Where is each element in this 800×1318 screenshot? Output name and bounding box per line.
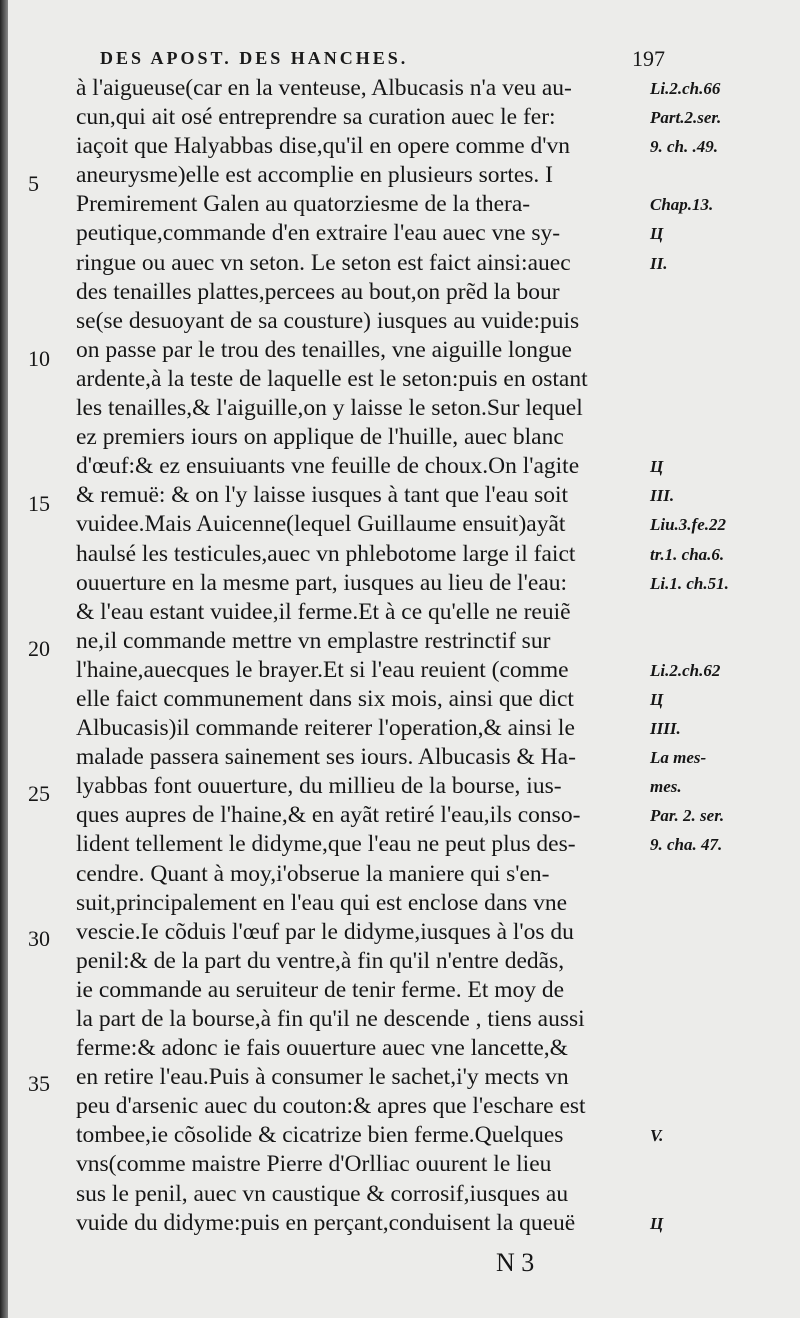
text-line: ez premiers iours on applique de l'huille, auec blanc [76, 424, 564, 451]
margin-note: mes. [650, 777, 682, 797]
line-number: 25 [28, 781, 50, 806]
margin-note: Par. 2. ser. [650, 806, 725, 826]
text-line: aneurysme)elle est accomplie en plusieurs sortes. I [76, 162, 554, 189]
text-line: Premirement Galen au quatorziesme de la thera- [76, 191, 531, 218]
margin-note [650, 1180, 800, 1209]
margin-note: Ц [650, 689, 664, 709]
margin-note [650, 307, 800, 336]
margin-notes-column [650, 74, 800, 1238]
main-text-block [76, 74, 656, 1238]
margin-note: Chap.13. [650, 195, 714, 215]
margin-note: tr.1. cha.6. [650, 544, 725, 564]
text-line: ferme:& adonc ie fais ouuerture auec vne lancette,& [76, 1035, 568, 1062]
text-line: iaçoit que Halyabbas dise,qu'il en opere comme d'vn [76, 133, 570, 160]
line-number: 10 [28, 346, 50, 371]
text-line: lident tellement le didyme,que l'eau ne peut plus des- [76, 831, 576, 858]
margin-note: Ц [650, 1213, 664, 1233]
margin-note [650, 860, 800, 889]
margin-note: IIII. [650, 719, 681, 739]
text-line: suit,principalement en l'eau qui est enclose dans vne [76, 889, 568, 916]
text-line: malade passera sainement ses iours. Albucasis & Ha- [76, 744, 576, 771]
text-line: on passe par le trou des tenailles, vne aiguille longue [76, 336, 572, 363]
line-number: 35 [28, 1071, 50, 1096]
margin-note [650, 1092, 800, 1121]
text-line: & remuë: & on l'y laisse iusques à tant que l'eau soit [76, 482, 569, 509]
margin-note [650, 598, 800, 627]
page-edge-shadow [0, 0, 8, 1318]
text-line: sus le penil, auec vn caustique & corrosif,iusques au [76, 1180, 569, 1207]
margin-note [650, 976, 800, 1005]
margin-note: Ц [650, 224, 664, 244]
margin-note [650, 1063, 800, 1092]
margin-note [650, 1150, 800, 1179]
margin-note: V. [650, 1126, 664, 1146]
margin-note: Ц [650, 457, 664, 477]
text-line: ie commande au seruiteur de tenir ferme. Et moy de [76, 976, 565, 1003]
text-line: ques aupres de l'haine,& en ayãt retiré l'eau,ils conso- [76, 802, 581, 829]
text-line: ouuerture en la mesme part, iusques au lieu de l'eau: [76, 569, 568, 596]
margin-note: 9. ch. .49. [650, 137, 718, 157]
text-line: l'haine,auecques le brayer.Et si l'eau reuient (comme [76, 656, 569, 683]
text-line: tombee,ie cõsolide & cicatrize bien ferme.Quelques [76, 1122, 564, 1149]
text-line: ringue ou auec vn seton. Le seton est faict ainsi:auec [76, 249, 571, 276]
margin-note: 9. cha. 47. [650, 835, 723, 855]
margin-note [650, 947, 800, 976]
text-line: ardente,à la teste de laquelle est le seton:puis en ostant [76, 365, 588, 392]
text-line: peutique,commande d'en extraire l'eau auec vne sy- [76, 220, 561, 247]
margin-note [650, 394, 800, 423]
page-number: 197 [632, 46, 665, 71]
text-line: en retire l'eau.Puis à consumer le sachet,i'y mects vn [76, 1064, 569, 1091]
text-line: peu d'arsenic auec du couton:& apres que l'eschare est [76, 1093, 586, 1120]
text-line: cun,qui ait osé entreprendre sa curation auec le fer: [76, 104, 556, 131]
margin-note [650, 918, 800, 947]
text-line: vuidee.Mais Auicenne(lequel Guillaume ensuit)ayãt [76, 511, 566, 538]
text-line: lyabbas font ouuerture, du millieu de la bourse, ius- [76, 773, 562, 800]
text-line: la part de la bourse,à fin qu'il ne descende , tiens aussi [76, 1006, 585, 1032]
margin-note: III. [650, 486, 675, 506]
line-number: 20 [28, 636, 50, 661]
margin-note [650, 1034, 800, 1063]
text-line: vescie.Ie cõduis l'œuf par le didyme,iusques à l'os du [76, 918, 574, 945]
margin-note: Liu.3.fe.22 [650, 515, 727, 535]
margin-note: Li.1. ch.51. [650, 573, 729, 593]
margin-note [650, 889, 800, 918]
margin-note [650, 365, 800, 394]
text-line: des tenailles plattes,percees au bout,on prẽd la bour [76, 278, 560, 305]
margin-note [650, 161, 800, 190]
text-line: elle faict communement dans six mois, ainsi que dict [76, 685, 574, 712]
line-number: 5 [28, 171, 39, 196]
margin-note [650, 336, 800, 365]
text-line: vns(comme maistre Pierre d'Orlliac ouurent le lieu [76, 1151, 552, 1178]
margin-note [650, 627, 800, 656]
margin-note: Part.2.ser. [650, 108, 722, 128]
margin-note [650, 423, 800, 452]
line-number: 30 [28, 926, 50, 951]
text-line: les tenailles,& l'aiguille,on y laisse le seton.Sur lequel [76, 395, 583, 422]
text-line: Albucasis)il commande reiterer l'operation,& ainsi le [76, 715, 575, 742]
margin-note: Li.2.ch.66 [650, 79, 721, 98]
text-line: à l'aigueuse(car en la venteuse, Albucasis n'a veu au- [76, 75, 572, 101]
running-title: DES APOST. DES HANCHES. [100, 48, 409, 68]
margin-note: II. [650, 253, 668, 273]
signature-mark: N 3 [496, 1248, 535, 1277]
text-line: & l'eau estant vuidee,il ferme.Et à ce qu'elle ne reuiẽ [76, 598, 571, 625]
text-line: se(se desuoyant de sa cousture) iusques au vuide:puis [76, 307, 580, 334]
line-number: 15 [28, 491, 50, 516]
text-line: vuide du didyme:puis en perçant,conduisent la queuë [76, 1209, 576, 1236]
margin-note [650, 1005, 800, 1034]
margin-note: La mes- [650, 748, 707, 768]
text-line: haulsé les testicules,auec vn phlebotome large il faict [76, 540, 576, 567]
text-line: d'œuf:& ez ensuiuants vne feuille de choux.On l'agite [76, 453, 580, 480]
margin-note [650, 278, 800, 307]
margin-note: Li.2.ch.62 [650, 660, 721, 680]
text-line: ne,il commande mettre vn emplastre restrinctif sur [76, 627, 551, 654]
text-line: cendre. Quant à moy,i'obserue la maniere qui s'en- [76, 860, 550, 887]
text-line: penil:& de la part du ventre,à fin qu'il n'entre dedãs, [76, 947, 565, 974]
